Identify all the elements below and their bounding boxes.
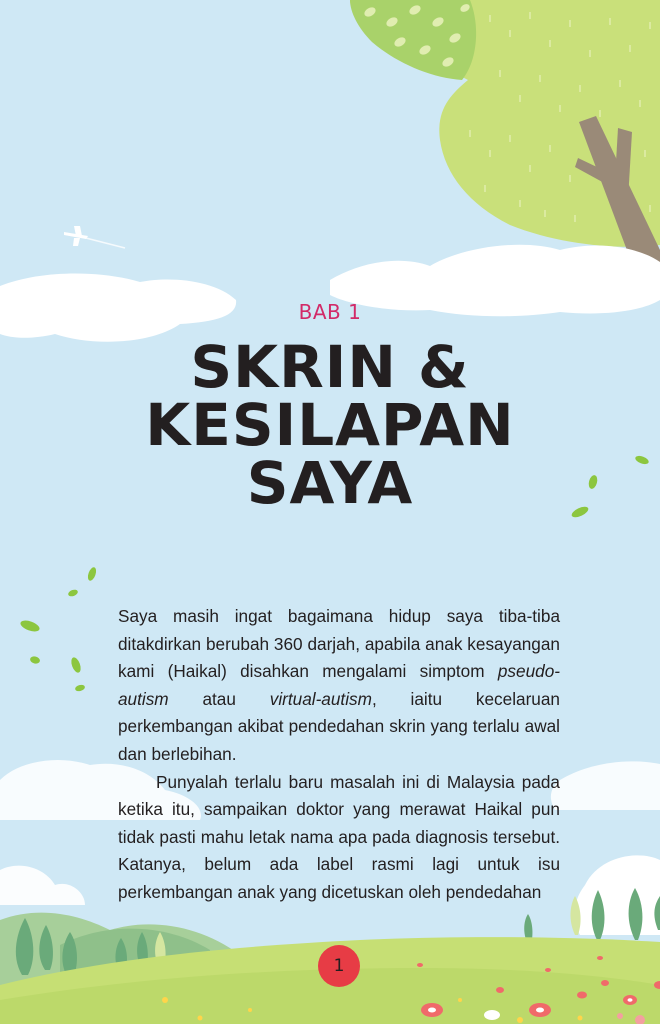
page-number: 1 (333, 956, 345, 976)
paragraph-1 (118, 603, 560, 769)
paragraph-1-text-b: atau (168, 688, 270, 709)
paragraph-1-term-pseudo-autism: pseudo-autism (118, 661, 560, 709)
chapter-title-line-3: SAYA (246, 449, 414, 517)
chapter-title-line-1: SKRIN & (190, 333, 470, 401)
body-text (118, 603, 560, 907)
paragraph-2: Punyalah terlalu baru masalah ini di Malaysia pada ketika itu, sampaikan doktor yang merawat Haikal pun tidak pasti mahu letak nama apa pada diagnosis tersebut. Katanya, belum ada label rasmi lagi untuk isu perkembangan anak yang dicetuskan oleh pendedahan (118, 771, 560, 902)
paragraph-1-text-c: , iaitu kecelaruan perkembangan akibat pendedahan skrin yang terlalu awal dan berlebihan. (118, 688, 560, 764)
paragraph-1-term-virtual-autism: virtual-autism (269, 688, 372, 709)
chapter-title (0, 333, 660, 517)
chapter-label: BAB 1 (298, 300, 362, 324)
paragraph-1-text-a: Saya masih ingat bagaimana hidup saya tiba-tiba ditakdirkan berubah 360 darjah, apabila anak kesayangan kami (Haikal) disahkan mengalami simptom (118, 606, 560, 682)
chapter-title-line-2: KESILAPAN (145, 391, 515, 459)
